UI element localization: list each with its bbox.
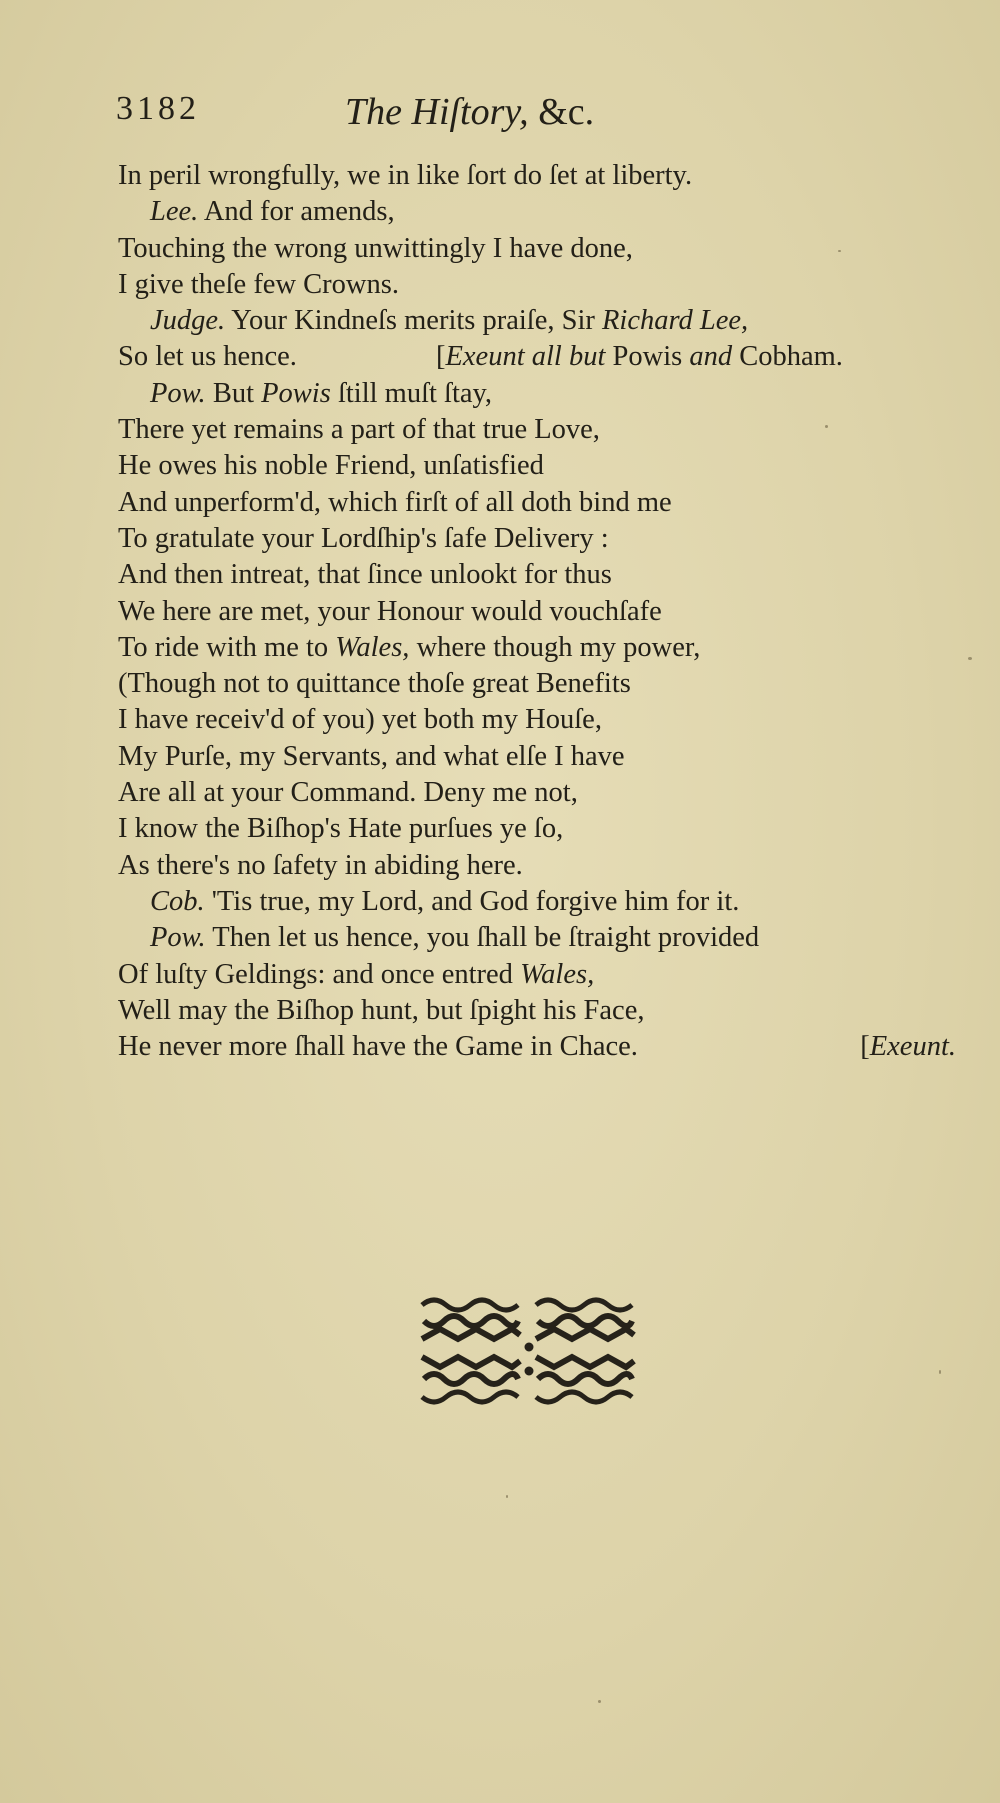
line-text: I have receiv'd of you) yet both my Houſe, (118, 704, 602, 736)
line-text: We here are met, your Honour would vouchſafe (118, 595, 662, 627)
speaker-name: Pow. (150, 377, 206, 409)
page-header (0, 90, 1000, 140)
direction-italic: Exeunt. (869, 1031, 956, 1063)
line-text: ſtill muſt ſtay, (330, 377, 493, 409)
text-line (118, 848, 968, 884)
line-text: He never more ſhall have the Game in Chace. (118, 1031, 638, 1063)
line-text: So let us hence. (118, 341, 297, 373)
bracket: [ (860, 1031, 870, 1063)
speaker-name: Cob. (150, 885, 205, 917)
speech-line (118, 194, 968, 230)
paper-speck (838, 250, 841, 252)
text-line (118, 339, 968, 375)
speaker-name: Lee. (150, 196, 199, 228)
direction-name: Powis (605, 341, 690, 373)
text-line (118, 630, 968, 666)
line-text: There yet remains a part of that true Love, (118, 414, 600, 446)
italic-place: Wales, (520, 958, 595, 990)
text-line (118, 158, 968, 194)
text-line (118, 448, 968, 484)
speaker-name: Pow. (150, 922, 206, 954)
text-line (118, 557, 968, 593)
text-line (118, 231, 968, 267)
text-line (118, 775, 968, 811)
line-text: where though my power, (409, 631, 701, 663)
text-line (118, 957, 968, 993)
line-text: (Though not to quittance thoſe great Benefits (118, 668, 631, 700)
italic-name: Powis (261, 377, 331, 409)
text-line (118, 267, 968, 303)
text-line (118, 993, 968, 1029)
line-text: And unperform'd, which firſt of all doth bind me (118, 486, 672, 518)
line-text: And for amends, (198, 196, 395, 228)
page-number: 3182 (116, 90, 200, 127)
text-line (118, 594, 968, 630)
line-text: As there's no ſafety in abiding here. (118, 849, 523, 881)
speech-line (118, 920, 968, 956)
text-line (118, 412, 968, 448)
running-title (345, 90, 594, 134)
line-text: 'Tis true, my Lord, and God forgive him for it. (204, 885, 740, 917)
line-text: And then intreat, that ſince unlookt for thus (118, 559, 612, 591)
paper-speck (506, 1495, 508, 1498)
text-line (118, 485, 968, 521)
text-line (118, 702, 968, 738)
running-title-etc: &c. (538, 91, 595, 133)
italic-name: Richard Lee, (602, 305, 749, 337)
italic-place: Wales, (335, 631, 410, 663)
line-text: He owes his noble Friend, unſatisfied (118, 450, 544, 482)
paper-speck (598, 1700, 601, 1703)
line-text: Then let us hence, you ſhall be ſtraight provided (205, 922, 760, 954)
line-text: Of luſty Geldings: and once entred (118, 958, 521, 990)
text-line (118, 1029, 968, 1065)
line-text: I give theſe few Crowns. (118, 268, 399, 300)
line-text: In peril wrongfully, we in like ſort do ſet at liberty. (118, 160, 693, 191)
play-text (118, 158, 968, 1065)
line-text: I know the Biſhop's Hate purſues ye ſo, (118, 813, 564, 845)
line-text: My Purſe, my Servants, and what elſe I have (118, 740, 625, 772)
line-text: Are all at your Command. Deny me not, (118, 777, 578, 809)
speech-line (118, 303, 968, 339)
printer-ornament-icon (418, 1295, 640, 1407)
bracket: [ (436, 341, 446, 373)
speech-line (118, 376, 968, 412)
speaker-name: Judge. (150, 305, 226, 337)
text-line (118, 811, 968, 847)
stage-direction (860, 1029, 956, 1065)
paper-speck (939, 1370, 941, 1374)
line-text: To gratulate your Lordſhip's ſafe Delivery : (118, 522, 609, 554)
stage-direction (436, 339, 843, 375)
speech-line (118, 884, 968, 920)
line-text: Well may the Biſhop hunt, but ſpight his Face, (118, 994, 645, 1026)
line-text: Your Kindneſs merits praiſe, Sir (225, 305, 603, 337)
text-line (118, 521, 968, 557)
line-text: To ride with me to (118, 631, 336, 663)
line-text: Touching the wrong unwittingly I have done, (118, 232, 633, 264)
direction-name: Cobham. (732, 341, 843, 373)
running-title-text: The Hiſtory, (345, 91, 529, 133)
paper-speck (968, 657, 972, 660)
paper-speck (825, 425, 828, 428)
text-line (118, 739, 968, 775)
line-text: But (205, 377, 262, 409)
direction-italic: Exeunt all but (445, 341, 606, 373)
text-line (118, 666, 968, 702)
direction-italic: and (689, 341, 733, 373)
